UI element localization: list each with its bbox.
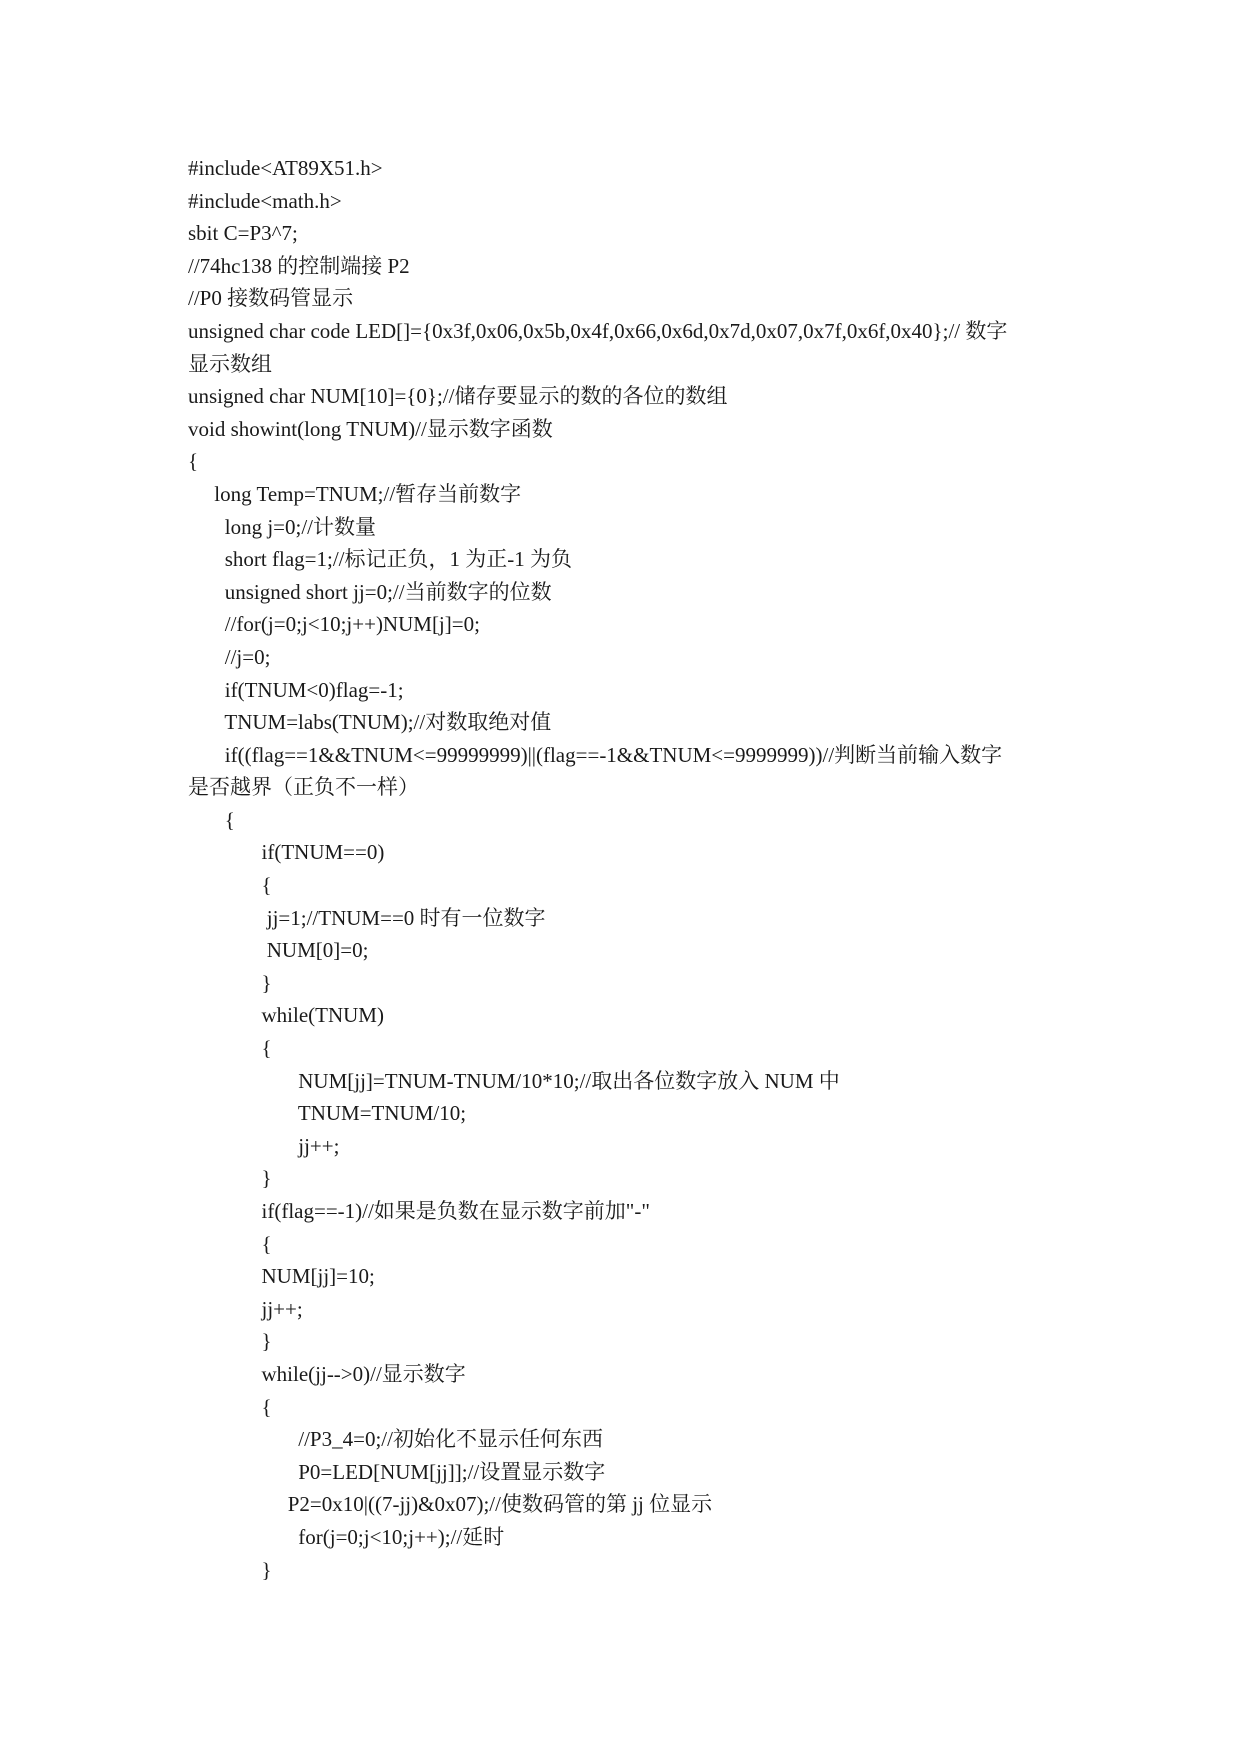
code-line: { (188, 807, 235, 832)
code-line: NUM[0]=0; (188, 938, 369, 963)
code-line: while(TNUM) (188, 1003, 384, 1028)
code-line: { (188, 1394, 272, 1419)
code-line: unsigned char code LED[]={0x3f,0x06,0x5b,0x4f,0x66,0x6d,0x7d,0x07,0x7f,0x6f,0x40};// 数字 (188, 318, 1008, 343)
code-line: { (188, 449, 199, 474)
code-line: for(j=0;j<10;j++);//延时 (188, 1524, 505, 1549)
code-line: long Temp=TNUM;//暂存当前数字 (188, 481, 522, 506)
code-line: short flag=1;//标记正负，1 为正-1 为负 (188, 547, 572, 572)
code-line: //P0 接数码管显示 (188, 286, 354, 311)
code-line: //74hc138 的控制端接 P2 (188, 253, 410, 278)
code-line: NUM[jj]=10; (188, 1264, 375, 1289)
code-line: #include<math.h> (188, 188, 342, 213)
code-line: 显示数组 (188, 351, 272, 376)
code-line: jj=1;//TNUM==0 时有一位数字 (188, 905, 546, 930)
code-line: if((flag==1&&TNUM<=99999999)||(flag==-1&&TNUM<=9999999))//判断当前输入数字 (188, 742, 1003, 767)
code-line: #include<AT89X51.h> (188, 156, 383, 180)
code-line: if(TNUM<0)flag=-1; (188, 677, 404, 702)
code-line: { (188, 873, 272, 898)
code-listing (188, 152, 1068, 1586)
code-line: 是否越界（正负不一样） (188, 775, 419, 800)
code-line: unsigned short jj=0;//当前数字的位数 (188, 579, 552, 604)
code-line: if(TNUM==0) (188, 840, 385, 865)
code-line: unsigned char NUM[10]={0};//储存要显示的数的各位的数组 (188, 384, 728, 409)
code-line: P0=LED[NUM[jj]];//设置显示数字 (188, 1459, 606, 1484)
code-line: } (188, 970, 272, 995)
code-line: jj++; (188, 1133, 340, 1158)
code-line: long j=0;//计数量 (188, 514, 377, 539)
code-line: if(flag==-1)//如果是负数在显示数字前加"-" (188, 1199, 650, 1223)
code-line: } (188, 1557, 272, 1582)
code-line: //P3_4=0;//初始化不显示任何东西 (188, 1427, 603, 1452)
code-line: TNUM=TNUM/10; (188, 1101, 467, 1126)
code-line: } (188, 1166, 272, 1191)
code-line: jj++; (188, 1296, 303, 1321)
code-line: { (188, 1036, 272, 1061)
code-line: //for(j=0;j<10;j++)NUM[j]=0; (188, 612, 480, 637)
code-line: while(jj-->0)//显示数字 (188, 1361, 466, 1386)
code-line: { (188, 1231, 272, 1256)
code-line: TNUM=labs(TNUM);//对数取绝对值 (188, 710, 552, 735)
code-line: //j=0; (188, 644, 271, 669)
code-line: NUM[jj]=TNUM-TNUM/10*10;//取出各位数字放入 NUM 中 (188, 1068, 840, 1093)
code-line: P2=0x10|((7-jj)&0x07);//使数码管的第 jj 位显示 (188, 1492, 713, 1517)
code-line: void showint(long TNUM)//显示数字函数 (188, 416, 553, 441)
code-line: sbit C=P3^7; (188, 221, 298, 246)
code-line: } (188, 1329, 272, 1354)
